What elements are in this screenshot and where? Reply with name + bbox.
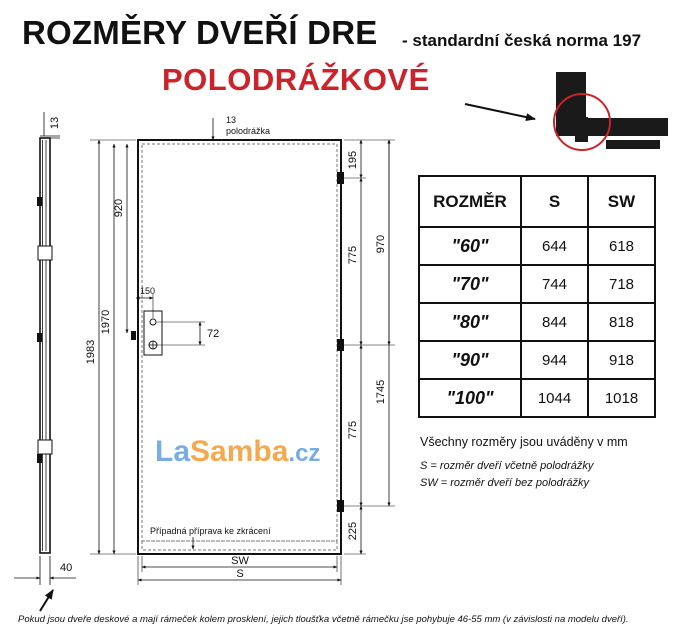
dim-top-gap-label: polodrážka (226, 126, 271, 136)
cell-s: 944 (521, 341, 588, 379)
cell-sw: 818 (588, 303, 655, 341)
dim-hinge-gap-lower: 775 (347, 420, 359, 440)
table-row (419, 379, 655, 417)
page-title: ROZMĚRY DVEŘÍ DRE (22, 14, 378, 51)
dim-hinge-gap-upper: 775 (347, 245, 359, 265)
dim-thickness: 40 (60, 562, 73, 574)
dim-side-top: 13 (49, 116, 61, 130)
dim-lock-spacing: 72 (207, 328, 220, 340)
lasamba-watermark (155, 435, 320, 468)
cell-rozmer: "60" (419, 227, 521, 265)
door-type-label: POLODRÁŽKOVÉ (162, 62, 430, 97)
cell-s: 744 (521, 265, 588, 303)
hinge-top (337, 172, 344, 184)
table-row (419, 265, 655, 303)
cell-s: 644 (521, 227, 588, 265)
door-front-view (131, 140, 344, 554)
dim-handle-height: 920 (113, 198, 125, 218)
dim-hinge-low-height: 1745 (375, 379, 387, 405)
table-row (419, 227, 655, 265)
svg-text:LaSamba.cz: LaSamba.cz (155, 435, 321, 468)
note-units: Všechny rozměry jsou uváděny v mm (420, 435, 628, 449)
cell-sw: 918 (588, 341, 655, 379)
cell-rozmer: "70" (419, 265, 521, 303)
hinge-bottom (337, 500, 344, 512)
note-s-definition: S = rozměr dveří včetně polodrážky (420, 460, 594, 472)
cell-sw: 718 (588, 265, 655, 303)
dim-lock-offset: 150 (140, 286, 156, 296)
shortening-label: Případná příprava ke zkrácení (150, 526, 271, 536)
dim-height-inner: 1970 (100, 309, 112, 335)
cell-rozmer: "80" (419, 303, 521, 341)
dim-width-sw: SW (231, 555, 249, 567)
cell-rozmer: "90" (419, 341, 521, 379)
table-row (419, 341, 655, 379)
cell-sw: 1018 (588, 379, 655, 417)
note-sw-definition: SW = rozměr dveří bez polodrážky (420, 477, 590, 489)
cell-s: 1044 (521, 379, 588, 417)
door-side-profile (37, 138, 52, 553)
cell-s: 844 (521, 303, 588, 341)
table-header-row (419, 176, 655, 227)
dim-width-s: S (236, 568, 244, 580)
dim-height-total: 1983 (85, 339, 97, 365)
pointer-arrow (465, 104, 535, 119)
col-header-rozmer: ROZMĚR (419, 176, 521, 227)
footer-note: Pokud jsou dveře deskové a mají rámeček kolem prosklení, jejich tloušťka včetně rámečku jse pohybuje 46-55 mm (v závislosti na modelu dveří). (18, 614, 629, 625)
cell-rozmer: "100" (419, 379, 521, 417)
hinge-middle (337, 339, 344, 351)
col-header-sw: SW (588, 176, 655, 227)
cell-sw: 618 (588, 227, 655, 265)
dim-hinge-mid-height: 970 (375, 234, 387, 254)
rebate-profile-detail (554, 72, 668, 150)
col-header-s: S (521, 176, 588, 227)
table-row (419, 303, 655, 341)
dim-hinge-bottom: 225 (347, 521, 359, 541)
dim-top-gap: 13 (226, 115, 237, 125)
sizes-table (418, 175, 656, 418)
page-subtitle: - standardní česká norma 197 (402, 31, 642, 50)
dim-hinge-top: 195 (347, 150, 359, 170)
footnote-pointer-arrow (40, 590, 53, 611)
